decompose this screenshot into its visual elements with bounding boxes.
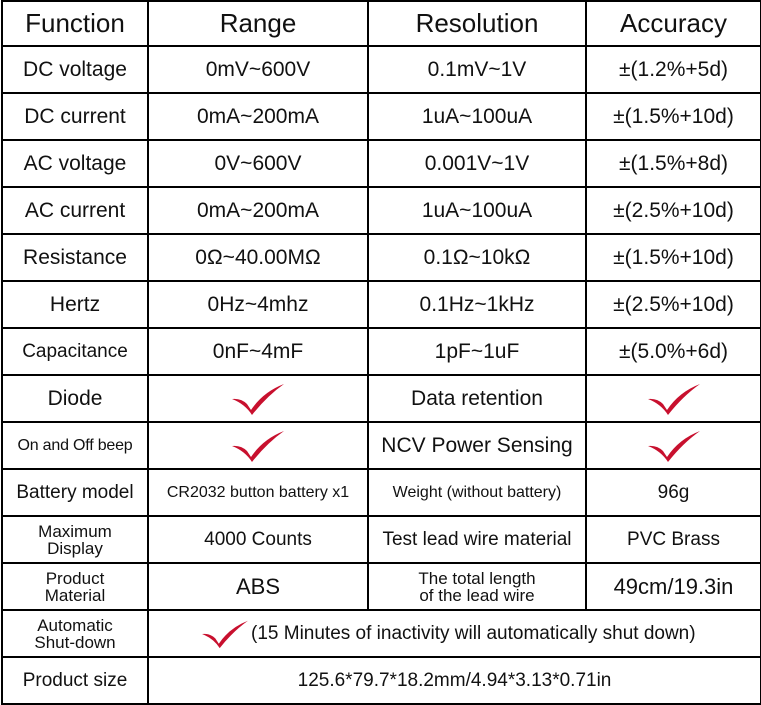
- spec-row-battery: [2, 469, 761, 516]
- range-cell: 0nF~4mF: [148, 328, 368, 375]
- resolution-cell: 1uA~100uA: [368, 187, 586, 234]
- range-cell: 0Ω~40.00MΩ: [148, 234, 368, 281]
- product-material-label: [2, 563, 148, 610]
- product-material-label-line2: Material: [44, 585, 106, 605]
- spec-row-shutdown: [2, 610, 761, 657]
- checkmark-icon: [645, 429, 703, 463]
- spec-row-display: [2, 516, 761, 563]
- range-cell: 0mA~200mA: [148, 187, 368, 234]
- header-row: [2, 1, 761, 46]
- diode-label: Diode: [2, 375, 148, 422]
- function-cell: Hertz: [2, 281, 148, 328]
- spec-row-size: [2, 657, 761, 704]
- range-cell: 0mV~600V: [148, 46, 368, 93]
- spec-table: [1, 0, 761, 705]
- on-off-beep-label: On and Off beep: [2, 422, 148, 469]
- accuracy-cell: ±(1.2%+5d): [586, 46, 761, 93]
- accuracy-cell: ±(5.0%+6d): [586, 328, 761, 375]
- lead-length-label-line2: of the lead wire: [419, 585, 535, 605]
- beep-check-cell: [148, 422, 368, 469]
- function-cell: AC current: [2, 187, 148, 234]
- function-cell: DC voltage: [2, 46, 148, 93]
- weight-value: 96g: [586, 469, 761, 516]
- table-row: [2, 328, 761, 375]
- lead-material-value: PVC Brass: [586, 516, 761, 563]
- product-material-label-line1: Product: [45, 568, 105, 588]
- resolution-cell: 0.1mV~1V: [368, 46, 586, 93]
- data-retention-label: Data retention: [368, 375, 586, 422]
- function-cell: AC voltage: [2, 140, 148, 187]
- header-accuracy: Accuracy: [586, 1, 761, 46]
- data-retention-check-cell: [586, 375, 761, 422]
- range-cell: 0V~600V: [148, 140, 368, 187]
- table-row: [2, 234, 761, 281]
- table-row: [2, 187, 761, 234]
- accuracy-cell: ±(2.5%+10d): [586, 187, 761, 234]
- checkmark-icon: [229, 429, 287, 463]
- accuracy-cell: ±(2.5%+10d): [586, 281, 761, 328]
- spec-row-material: [2, 563, 761, 610]
- function-cell: Resistance: [2, 234, 148, 281]
- range-cell: 0Hz~4mhz: [148, 281, 368, 328]
- resolution-cell: 0.001V~1V: [368, 140, 586, 187]
- max-display-label-line1: Maximum: [38, 521, 112, 541]
- resolution-cell: 1pF~1uF: [368, 328, 586, 375]
- battery-value: CR2032 button battery x1: [148, 469, 368, 516]
- auto-shutdown-value: (15 Minutes of inactivity will automatically shut down): [251, 622, 696, 644]
- table-row: [2, 93, 761, 140]
- lead-material-label: Test lead wire material: [368, 516, 586, 563]
- lead-length-label-line1: The total length: [418, 568, 536, 588]
- resolution-cell: 1uA~100uA: [368, 93, 586, 140]
- table-row: [2, 46, 761, 93]
- weight-label: Weight (without battery): [368, 469, 586, 516]
- lead-length-value: 49cm/19.3in: [586, 563, 761, 610]
- header-resolution: Resolution: [368, 1, 586, 46]
- table-row: [2, 281, 761, 328]
- checkmark-icon: [645, 382, 703, 416]
- max-display-label: [2, 516, 148, 563]
- product-material-value: ABS: [148, 563, 368, 610]
- feature-row-beep: [2, 422, 761, 469]
- accuracy-cell: ±(1.5%+8d): [586, 140, 761, 187]
- battery-label: Battery model: [2, 469, 148, 516]
- ncv-label: NCV Power Sensing: [368, 422, 586, 469]
- accuracy-cell: ±(1.5%+10d): [586, 234, 761, 281]
- diode-check-cell: [148, 375, 368, 422]
- table-row: [2, 140, 761, 187]
- auto-shutdown-label-line2: Shut-down: [34, 632, 116, 652]
- auto-shutdown-label-line1: Automatic: [37, 615, 113, 635]
- function-cell: DC current: [2, 93, 148, 140]
- auto-shutdown-label: [2, 610, 148, 657]
- product-size-value: 125.6*79.7*18.2mm/4.94*3.13*0.71in: [148, 657, 761, 704]
- header-range: Range: [148, 1, 368, 46]
- range-cell: 0mA~200mA: [148, 93, 368, 140]
- feature-row-diode: [2, 375, 761, 422]
- auto-shutdown-content: [151, 619, 758, 649]
- product-size-label: Product size: [2, 657, 148, 704]
- checkmark-icon: [199, 619, 251, 649]
- ncv-check-cell: [586, 422, 761, 469]
- resolution-cell: 0.1Ω~10kΩ: [368, 234, 586, 281]
- max-display-label-line2: Display: [47, 538, 103, 558]
- resolution-cell: 0.1Hz~1kHz: [368, 281, 586, 328]
- accuracy-cell: ±(1.5%+10d): [586, 93, 761, 140]
- lead-length-label: [368, 563, 586, 610]
- function-cell: Capacitance: [2, 328, 148, 375]
- auto-shutdown-cell: [148, 610, 761, 657]
- max-display-value: 4000 Counts: [148, 516, 368, 563]
- checkmark-icon: [229, 382, 287, 416]
- header-function: Function: [2, 1, 148, 46]
